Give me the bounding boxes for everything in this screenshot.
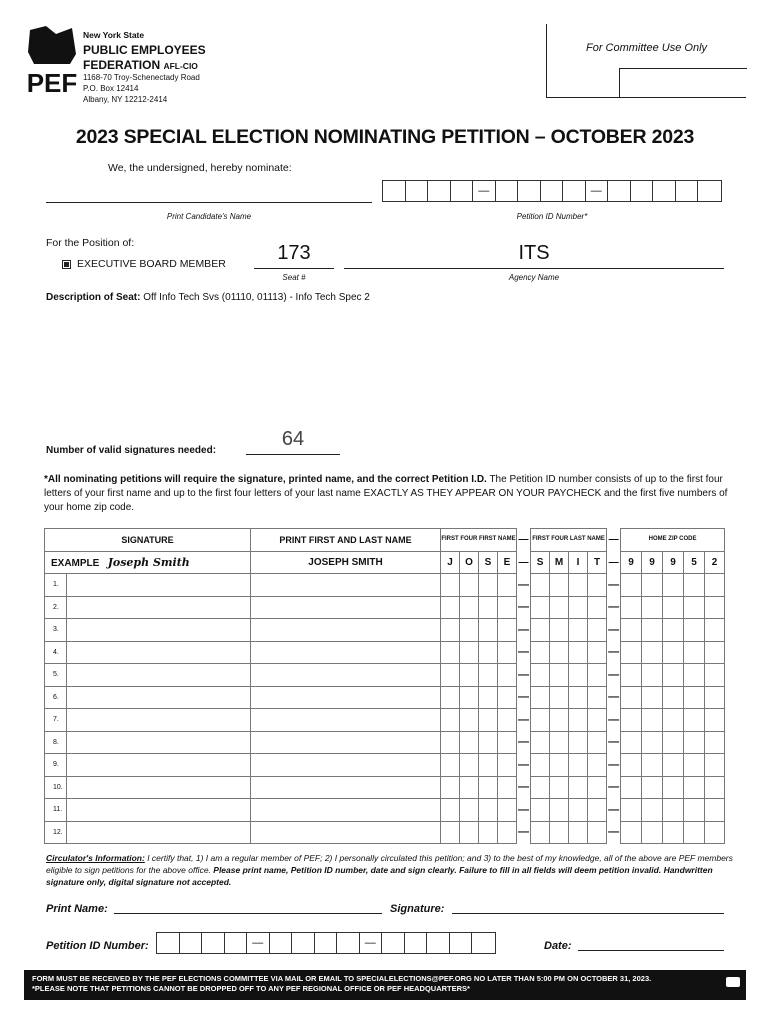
agency-label: Agency Name xyxy=(508,273,560,282)
signature-cell[interactable] xyxy=(67,709,251,732)
col-zip: HOME ZIP CODE xyxy=(621,529,725,552)
signature-row[interactable]: 1. — — xyxy=(45,574,725,597)
org-address: 1168-70 Troy-Schenectady Road P.O. Box 12414 Albany, NY 12212-2414 xyxy=(83,73,200,104)
col-first-four-first: FIRST FOUR FIRST NAME xyxy=(441,529,517,552)
signature-row[interactable]: 4. — — xyxy=(45,641,725,664)
signature-field[interactable] xyxy=(452,913,724,914)
example-row: EXAMPLE Joseph Smith JOSEPH SMITH J O S E — S M I T — 9 9 9 5 2 xyxy=(45,551,725,574)
signature-cell[interactable] xyxy=(67,596,251,619)
seat-description: Description of Seat: Off Info Tech Svs (01110, 01113) - Info Tech Spec 2 xyxy=(46,292,370,303)
print-name-cell[interactable] xyxy=(251,574,441,597)
signature-row[interactable]: 11. — — xyxy=(45,799,725,822)
signature-cell[interactable] xyxy=(67,686,251,709)
circulator-information: Circulator's Information: I certify that, 1) I am a regular member of PEF; 2) I personally circulated this petition; and 3) to the best of my knowledge, all of the above are PEF members eligible to sign petitions for the above office. Please print name, Petition ID number, date and sign clearly. Failure to fill in all fields will deem petition invalid. Handwritten signature only, digital signature not accepted. xyxy=(46,853,733,887)
committee-use-box xyxy=(546,24,746,98)
candidate-name-field[interactable] xyxy=(46,202,372,203)
print-name-cell[interactable] xyxy=(251,821,441,844)
signature-cell[interactable] xyxy=(67,821,251,844)
nominate-text: We, the undersigned, hereby nominate: xyxy=(108,162,292,174)
print-name-cell[interactable] xyxy=(251,754,441,777)
footer-notice: FORM MUST BE RECEIVED BY THE PEF ELECTIONS COMMITTEE VIA MAIL OR EMAIL TO SPECIALELECTIONS@PEF.ORG NO LATER THAN 5:00 PM ON OCTOBER 31, 2023. *PLEASE NOTE THAT PETITIONS CANNOT BE DROPPED OFF TO ANY PEF REGIONAL OFFICE OR PEF HEADQUARTERS* xyxy=(24,970,746,1000)
print-name-cell[interactable] xyxy=(251,641,441,664)
signature-table xyxy=(44,528,725,844)
print-name-cell[interactable] xyxy=(251,709,441,732)
date-label: Date: xyxy=(544,940,572,952)
signature-row[interactable]: 12. — — xyxy=(45,821,725,844)
print-name-cell[interactable] xyxy=(251,799,441,822)
petition-id-label: Petition ID Number* xyxy=(516,212,588,221)
signature-cell[interactable] xyxy=(67,776,251,799)
signature-cell[interactable] xyxy=(67,754,251,777)
circ-petition-id-boxes[interactable]: — — xyxy=(156,932,496,954)
signature-row[interactable]: 2. — — xyxy=(45,596,725,619)
signature-cell[interactable] xyxy=(67,731,251,754)
seat-label: Seat # xyxy=(282,273,306,282)
position-option[interactable]: EXECUTIVE BOARD MEMBER xyxy=(62,258,226,270)
print-name-cell[interactable] xyxy=(251,776,441,799)
page-title: 2023 SPECIAL ELECTION NOMINATING PETITION – OCTOBER 2023 xyxy=(75,126,695,148)
signatures-needed-value: 64 xyxy=(281,428,305,450)
print-name-cell[interactable] xyxy=(251,664,441,687)
petition-id-notice: *All nominating petitions will require the signature, printed name, and the correct Petition I.D. The Petition ID number consists of up to the first four letters of your first name and up to the first four letters of your last name EXACTLY AS THEY APPEAR ON YOUR PAYCHECK and the first five numbers of your home zip code. xyxy=(44,474,728,513)
committee-label: For Committee Use Only xyxy=(585,42,708,54)
signature-cell[interactable] xyxy=(67,664,251,687)
date-field[interactable] xyxy=(578,950,724,951)
signature-row[interactable]: 8. — — xyxy=(45,731,725,754)
signature-row[interactable]: 6. — — xyxy=(45,686,725,709)
print-name-cell[interactable] xyxy=(251,686,441,709)
signature-label: Signature: xyxy=(390,903,445,915)
candidate-name-label: Print Candidate's Name xyxy=(166,212,252,221)
print-name-cell[interactable] xyxy=(251,731,441,754)
signature-cell[interactable] xyxy=(67,799,251,822)
position-label: For the Position of: xyxy=(46,237,135,249)
col-signature: SIGNATURE xyxy=(45,529,251,552)
mail-icon xyxy=(726,977,740,987)
col-print-name: PRINT FIRST AND LAST NAME xyxy=(251,529,441,552)
circ-petition-id-label: Petition ID Number: xyxy=(46,940,149,952)
print-name-label: Print Name: xyxy=(46,903,108,915)
org-state: New York State xyxy=(83,30,145,40)
signature-row[interactable]: 3. — — xyxy=(45,619,725,642)
table-header-row: SIGNATURE PRINT FIRST AND LAST NAME FIRST FOUR FIRST NAME — FIRST FOUR LAST NAME — HOME ZIP CODE xyxy=(45,529,725,552)
print-name-field[interactable] xyxy=(114,913,382,914)
signature-row[interactable]: 9. — — xyxy=(45,754,725,777)
pef-logo xyxy=(26,24,78,98)
signature-cell[interactable] xyxy=(67,574,251,597)
signature-row[interactable]: 10. — — xyxy=(45,776,725,799)
col-first-four-last: FIRST FOUR LAST NAME xyxy=(531,529,607,552)
signature-row[interactable]: 7. — — xyxy=(45,709,725,732)
agency-value[interactable]: ITS xyxy=(518,242,550,264)
logo-text: PEF xyxy=(26,68,78,98)
print-name-cell[interactable] xyxy=(251,619,441,642)
checkbox-checked-icon[interactable] xyxy=(62,260,71,269)
seat-value[interactable]: 173 xyxy=(277,242,311,264)
signature-row[interactable]: 5. — — xyxy=(45,664,725,687)
signature-cell[interactable] xyxy=(67,641,251,664)
signature-cell[interactable] xyxy=(67,619,251,642)
print-name-cell[interactable] xyxy=(251,596,441,619)
petition-id-boxes[interactable]: — — xyxy=(382,180,722,202)
signatures-needed-label: Number of valid signatures needed: xyxy=(46,445,217,456)
org-name: PUBLIC EMPLOYEES FEDERATION AFL-CIO xyxy=(83,43,206,72)
